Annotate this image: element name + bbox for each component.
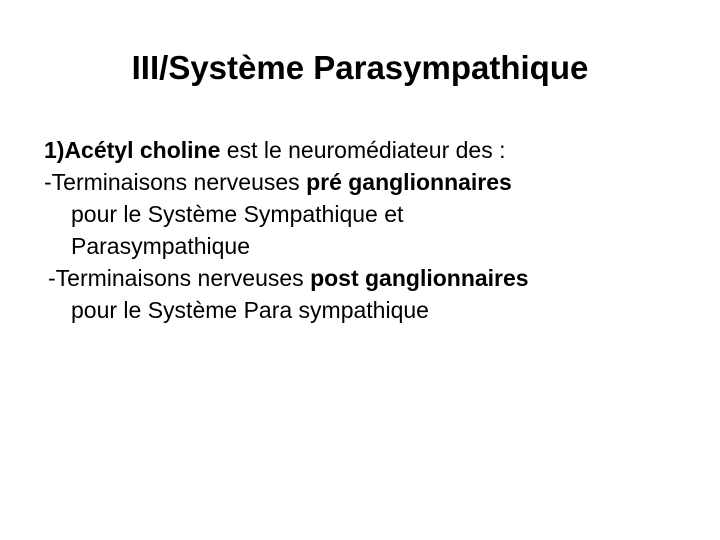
bullet-continuation: Parasympathique <box>71 233 250 259</box>
acetylcholine-term: 1)Acétyl choline <box>44 137 221 163</box>
post-ganglionic-term: post ganglionnaires <box>310 265 529 291</box>
paragraph-text: est le neuromédiateur des : <box>220 137 506 163</box>
bullet-text: -Terminaisons nerveuses <box>44 169 307 195</box>
bullet-continuation: pour le Système Sympathique et <box>71 201 404 227</box>
bullet-post-ganglionic <box>44 262 704 294</box>
bullet-pre-ganglionic <box>44 166 704 198</box>
bullet-text: -Terminaisons nerveuses <box>48 265 311 291</box>
paragraph-acetylcholine <box>44 134 704 166</box>
pre-ganglionic-term: pré ganglionnaires <box>306 169 512 195</box>
slide-title: III/Système Parasympathique <box>131 49 589 86</box>
slide-body <box>44 134 704 326</box>
bullet-continuation: pour le Système Para sympathique <box>71 297 429 323</box>
